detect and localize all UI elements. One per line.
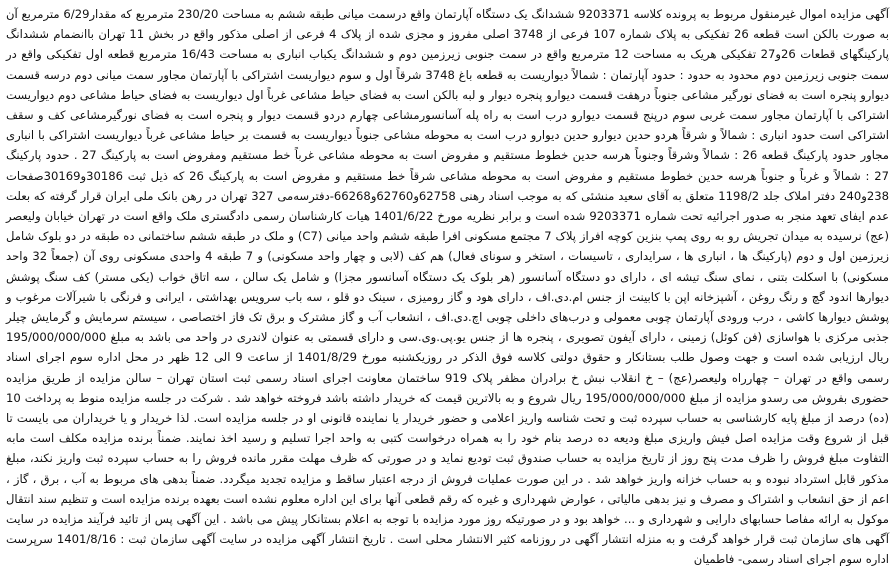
auction-notice-text: آگهی مزایده اموال غیرمنقول مربوط به پرونده کلاسه 9203371 ششدانگ یک دستگاه آپارتمان واقع درسمت میانی طبقه ششم به مساحت 230/20 مترمربع که مقدار6/29 مترمربع آن به صورت بالکن است قطعه 26 تفکیکی به پلاک شماره 107 فرعی از 3748 اصلی مفروز و مجزی شده از پلاک 4 فرعی از اصلی مذکور واقع در بخش 11 تهران باانضمام ششدانگ پارکینگهای قطعات 26و27 تفکیکی هریک به مساحت 12 مترمربع واقع در سمت جنوبی زیرزمین دوم و ششدانگ یکباب انباری به مساحت 16/43 مترمربع قطعه اول تفکیکی واقع در سمت جنوبی زیرزمین دوم محدود به حدود : حدود آپارتمان : شمالاً دیواریست به قطعه باغ 3748 شرقاً اول و سوم دیواریست اشتراکی با آپارتمان مجاور سمت میانی دوم درسه قسمت دیوارو پنجره است به فضای نورگیر مشاعی جنوباً درهفت قسمت دیوارو پنجره دیوار و لبه بالکن است به فضای حیاط مشاعی غرباً اول دیواریست به فضای حیاط مشاعی دوم دیواریست اشتراکی با آپارتمان مجاور سمت غربی سوم درپنج قسمت دیوارو درب است به راه پله آسانسورمشاعی چهارم دردو قسمت دیوار و پنجره است به فضای نورگیرمشاعی کف و سقف اشتراکی است حدود انباری : شمالاً و شرقاً هردو حدین دیوارو حدین دیوارو درب است به محوطه مشاعی جنوباً دیواریست به قسمت بر حیاط مشاعی غرباً دیواریست اشتراکی با انباری مجاور حدود پارکینگ قطعه 26 : شمالاً وشرقاً وجنوباً هرسه حدین خطوط مستقیم و مفروض است به محوطه مشاعی غرباً خط مستقیم ومفروض است به پارکینگ 27 . حدود پارکینگ 27 : شمالاً و غرباً و جنوباً هرسه حدین خطوط مستقیم و مفروض است به محوطه مشاعی شرقاً خط مستقیم و مفروض است به پارکینگ 26 که ذیل ثبت 30186و30169صفحات 238و240 دفتر املاک جلد 1198/2 متعلق به آقای سعید منشئی که به موجب اسناد رهنی 62758و62760و66268-دفترسه‌می 327 تهران در رهن بانک ملی ایران قرار گرفته که بعلت عدم ایفای تعهد منجر به صدور اجرائیه تحت شماره 9203371 شده است و برابر نظریه مورخ 1401/6/22 هیات کارشناسان رسمی دادگستری ملک واقع است در تهران خیابان ولیعصر (عج) نرسیده به میدان تجریش رو به روی پمپ بنزین کوچه افراز پلاک 7 مجتمع مسکونی افرا طبقه ششم واحد میانی (C7) و ملک در طبقه ششم ساختمانی ده طبقه در دو بلوک شامل زیرزمین اول و دوم (پارکینگ ها ، انباری ها ، سرایداری ، تاسیسات ، استخر و سونای فعال) هم کف (لابی و چهار واحد مسکونی) و 7 طبقه 4 واحدی مسکونی روی آن (جمعاً 32 واحد مسکونی) با اسکلت بتنی ، نمای سنگ تیشه ای ، دارای دو دستگاه آسانسور (هر بلوک یک دستگاه آسانسور مجزا) و شامل یک سالن ، سه اتاق خواب (یکی مستر) کف سنگ پوشش دیوارها اندود گچ و رنگ روغن ، آشپزخانه اپن با کابینت از جنس ام.دی.اف ، دارای هود و گاز رومیزی ، سینک دو قلو ، سه باب سرویس بهداشتی ، ایرانی و فرنگی با شیرآلات مرغوب و پوشش دیوارها کاشی ، درب ورودی آپارتمان چوبی معمولی و درب‌های داخلی چوبی اچ.دی.اف ، انشعاب آب و گاز مشترک و برق تک فاز اختصاصی ، سیستم سرمایش و گرمایش چیلر جذبی مرکزی با هواسازی (فن کوئل) زمینی ، دارای آیفون تصویری ، پنجره ها از جنس یو.پی.وی.سی و دارای قسمتی به عنوان لاندری در واحد می باشد به مبلغ 195/000/000/000 ریال ارزیابی شده است و جهت وصول طلب بستانکار و حقوق دولتی کلاسه فوق الذکر در روزیکشنبه مورخ 1401/8/29 از ساعت 9 الی 12 ظهر در محل اداره سوم اجرای اسناد رسمی واقع در تهران – چهارراه ولیعصر(عج) – خ انقلاب نبش خ برادران مظفر پلاک 919 ساختمان معاونت اجرای اسناد رسمی ثبت استان تهران – سالن مزایده از طریق مزایده حضوری بفروش می رسدو مزایده از مبلغ 195/000/000/000 ریال شروع و به بالاترین قیمت که خریدار داشته باشد فروخته خواهد شد . شرکت در جلسه مزایده منوط به پرداخت 10 (ده) درصد از مبلغ پایه کارشناسی به حساب سپرده ثبت و تحت شناسه واریز اعلامی و حضور خریدار یا نماینده قانونی او در جلسه مزایده است. لذا خریدار و یا خریداران می بایست تا قبل از شروع وقت مزایده اصل فیش واریزی مبلغ ودیعه ده درصد بنام خود را به همراه درخواست کتبی به واحد اجرا تسلیم و رسید اخذ نمایند. ضمناً برنده مزایده مکلف است مابه التفاوت مبلغ فروش را ظرف مدت پنج روز از تاریخ مزایده به حساب صندوق ثبت تودیع نماید و در صورتی که ظرف مهلت مقرر مانده فروش را به حساب سپرده ثبت واریز نکند، مبلغ مذکور قابل استرداد نبوده و به حساب خزانه واریز خواهد شد . در این صورت عملیات فروش از درجه اعتبار ساقط و مزایده تجدید میگردد. ضمناً بدهی های مربوط به آب ، برق ، گاز ، اعم از حق انشعاب و اشتراک و مصرف و نیز بدهی مالیاتی ، عوارض شهرداری و غیره که رقم قطعی آنها برای این اداره معلوم نشده است بعهده برنده مزایده است و تنظیم سند انتقال موکول به ارائه مفاصا حسابهای دارایی و شهرداری و ... خواهد بود و در صورتیکه روز مورد مزایده با توجه به اعلام بستانکار پیش می باشد . این آگهی پس از تائید فرآیند مزایده در سایت آگهی های سازمان ثبت قرار خواهد گرفت و به منزله انتشار آگهی در روزنامه کثیر الانتشار محلی است . تاریخ انتشار آگهی مزایده در سایت آگهی سازمان ثبت : 1401/8/16 سرپرست اداره سوم اجرای اسناد رسمی- فاطمیان bbox=[6, 7, 890, 567]
